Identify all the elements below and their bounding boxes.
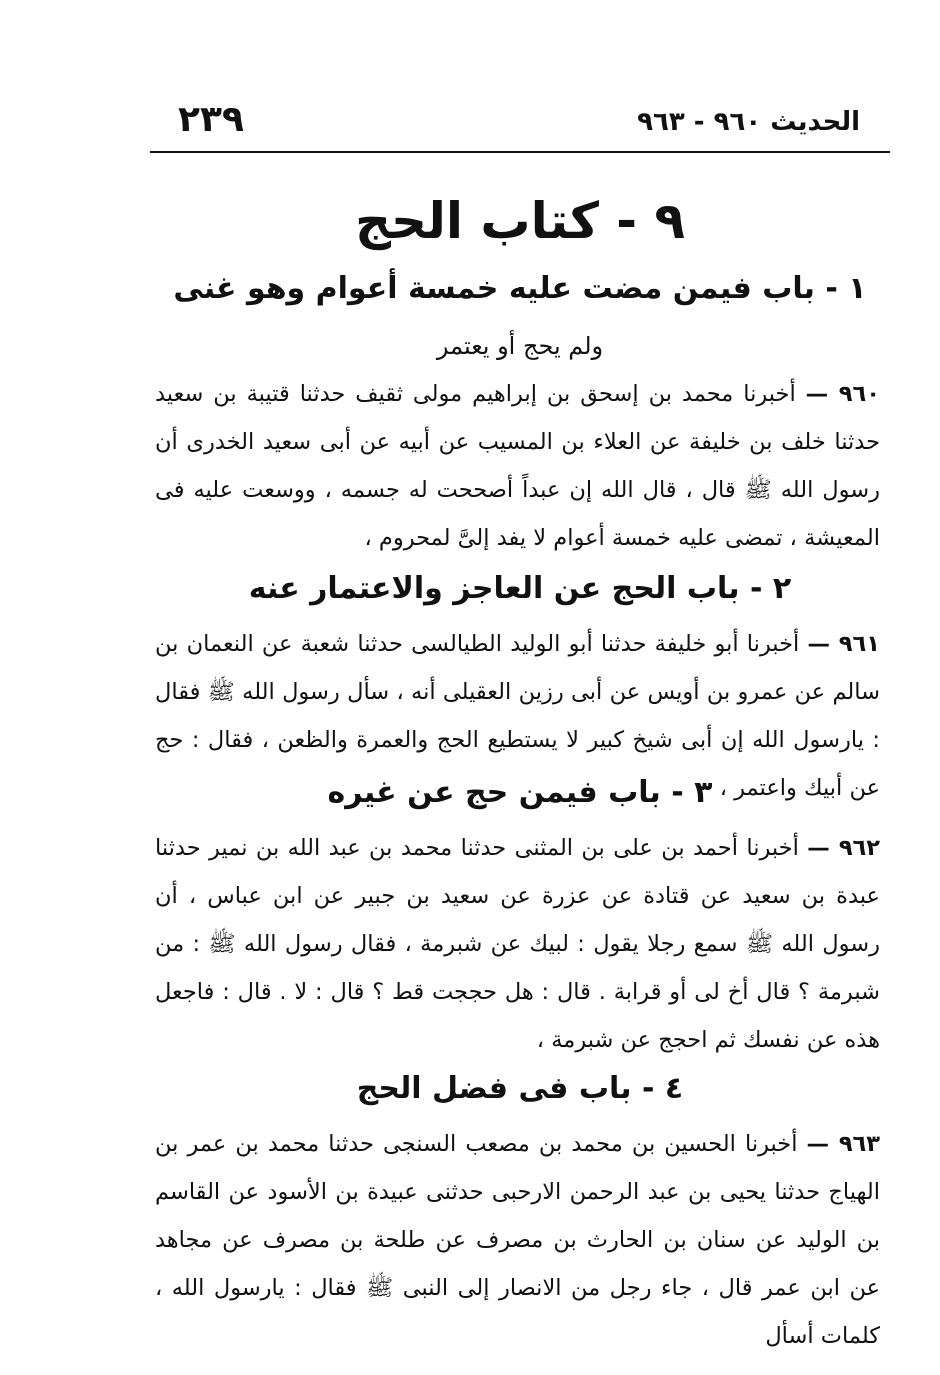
hadith-963	[155, 1120, 880, 1360]
chapter-2-title: ٢ - باب الحج عن العاجز والاعتمار عنه	[248, 571, 792, 606]
chapter-1-subtitle: ولم يحج أو يعتمر	[436, 332, 604, 360]
hadith-text: أخبرنا محمد بن إسحق بن إبراهيم مولى ثقيف حدثنا قتيبة بن سعيد حدثنا خلف بن خليفة عن العلاء بن المسيب عن أبيه عن أبى سعيد الخدرى أن رسول الله ﷺ قال ، قال الله إن عبداً أصححت له جسمه ، ووسعت عليه فى المعيشة ، تمضى عليه خمسة أعوام لا يفد إلىَّ لمحروم ،	[155, 381, 880, 551]
hadith-text: أخبرنا أبو خليفة حدثنا أبو الوليد الطيالسى حدثنا شعبة عن النعمان بن سالم عن عمرو بن أويس عن أبى رزين العقيلى أنه ، سأل رسول الله ﷺ فقال : يارسول الله إن أبى شيخ كبير لا يستطيع الحج والعمرة والظعن ، فقال : حج عن أبيك واعتمر ،	[155, 631, 880, 801]
chapter-3-title: ٣ - باب فيمن حج عن غيره	[327, 775, 713, 810]
book-title: ٩ - كتاب الحج	[355, 192, 685, 250]
hadith-number: ٩٦٠ —	[805, 381, 880, 407]
hadith-960	[155, 370, 880, 562]
hadith-number: ٩٦٣ —	[806, 1131, 881, 1157]
page-number: ٢٣٩	[178, 99, 244, 140]
running-header	[150, 95, 890, 153]
hadith-text: أخبرنا الحسين بن محمد بن مصعب السنجى حدثنا محمد بن عمر بن الهياج حدثنا يحيى بن عبد الرحمن الارحبى حدثنى عبيدة بن الأسود عن القاسم بن الوليد عن سنان بن الحارث بن مصرف عن طلحة بن مصرف عن مجاهد عن ابن عمر قال ، جاء رجل من الانصار إلى النبى ﷺ فقال : يارسول الله ، كلمات أسأل	[155, 1131, 880, 1349]
hadith-number: ٩٦٢ —	[807, 835, 881, 861]
chapter-4-title: ٤ - باب فى فضل الحج	[356, 1071, 684, 1106]
chapter-1-title: ١ - باب فيمن مضت عليه خمسة أعوام وهو غنى	[173, 271, 867, 306]
running-title: الحديث ٩٦٠ - ٩٦٣	[637, 107, 860, 137]
hadith-962	[155, 824, 880, 1064]
hadith-text: أخبرنا أحمد بن على بن المثنى حدثنا محمد بن عبد الله بن نمير حدثنا عبدة بن سعيد عن قتادة عن عزرة عن سعيد بن جبير عن ابن عباس ، أن رسول الله ﷺ سمع رجلا يقول : لبيك عن شبرمة ، فقال رسول الله ﷺ : من شبرمة ؟ قال أخ لى أو قرابة . قال : هل حججت قط ؟ قال : لا . قال : فاجعل هذه عن نفسك ثم احجج عن شبرمة ،	[155, 835, 880, 1053]
hadith-number: ٩٦١ —	[807, 631, 880, 657]
